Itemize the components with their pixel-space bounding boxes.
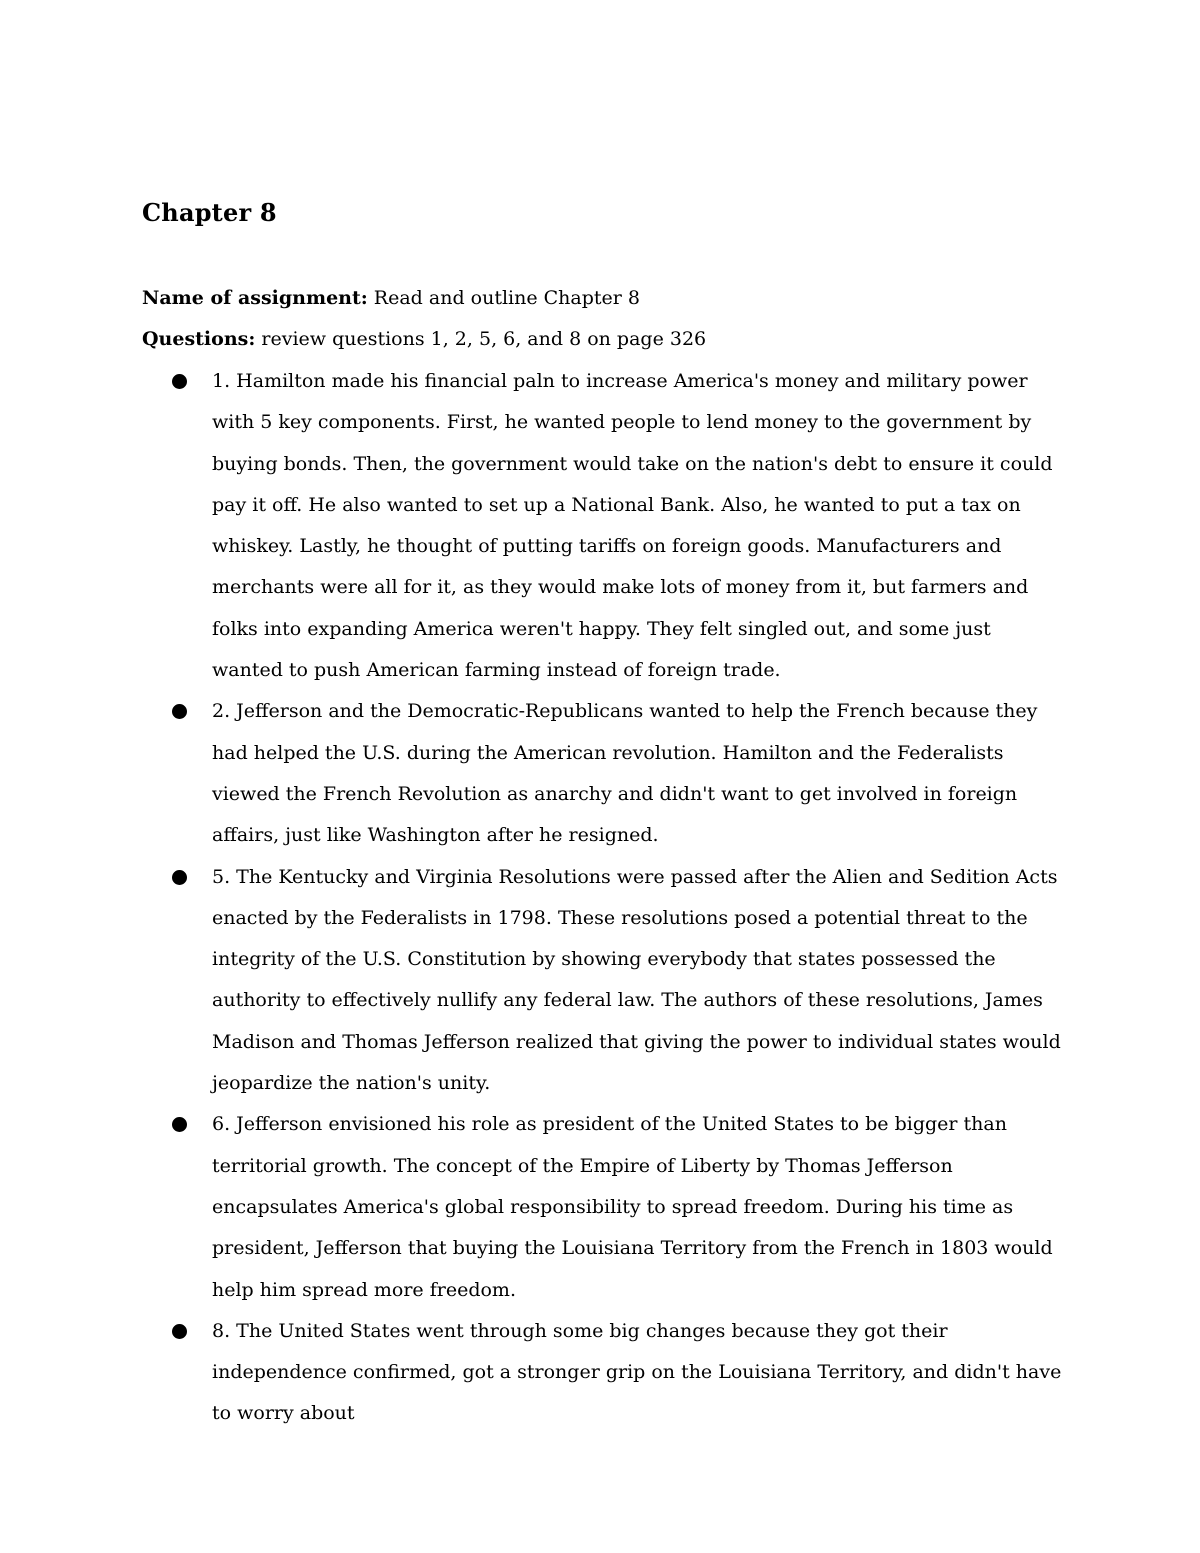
bullet-icon	[172, 1324, 187, 1339]
answer-item-2	[212, 691, 1064, 856]
answer-item-1	[212, 361, 1064, 691]
questions-label: Questions:	[142, 328, 256, 350]
answer-item-8	[212, 1311, 1064, 1435]
bullet-icon	[172, 1117, 187, 1132]
answer-text: 8. The United States went through some big changes because they got their independence confirmed, got a stronger grip on the Louisiana Territory, and didn't have to worry about	[212, 1319, 1062, 1425]
assignment-label: Name of assignment:	[142, 287, 368, 309]
assignment-value: Read and outline Chapter 8	[367, 287, 640, 309]
answer-text: 2. Jefferson and the Democratic-Republicans wanted to help the French because they had helped the U.S. during the American revolution. Hamilton and the Federalists viewed the French Revolution as anarchy and didn't want to get involved in foreign affairs, just like Washington after he resigned.	[212, 700, 1038, 847]
bullet-icon	[172, 704, 187, 719]
bullet-icon	[172, 374, 187, 389]
assignment-line	[142, 278, 640, 319]
answer-text: 1. Hamilton made his financial paln to increase America's money and military power with 5 key components. First, he wanted people to lend money to the government by buying bonds. Then, the government would take on the nation's debt to ensure it could pay it off. He also wanted to set up a National Bank. Also, he wanted to put a tax on whiskey. Lastly, he thought of putting tariffs on foreign goods. Manufacturers and merchants were all for it, as they would make lots of money from it, but farmers and folks into expanding America weren't happy. They felt singled out, and some just wanted to push American farming instead of foreign trade.	[212, 370, 1053, 682]
answer-list	[212, 361, 1064, 1435]
answer-item-5	[212, 857, 1064, 1105]
questions-value: review questions 1, 2, 5, 6, and 8 on page 326	[255, 328, 707, 350]
page-title: Chapter 8	[142, 198, 277, 227]
answer-text: 6. Jefferson envisioned his role as president of the United States to be bigger than territorial growth. The concept of the Empire of Liberty by Thomas Jefferson encapsulates America's global responsibility to spread freedom. During his time as president, Jefferson that buying the Louisiana Territory from the French in 1803 would help him spread more freedom.	[212, 1113, 1053, 1301]
bullet-icon	[172, 870, 187, 885]
questions-line	[142, 319, 706, 360]
answer-text: 5. The Kentucky and Virginia Resolutions were passed after the Alien and Sedition Acts enacted by the Federalists in 1798. These resolutions posed a potential threat to the integrity of the U.S. Constitution by showing everybody that states possessed the authority to effectively nullify any federal law. The authors of these resolutions, James Madison and Thomas Jefferson realized that giving the power to individual states would jeopardize the nation's unity.	[212, 865, 1061, 1095]
answer-item-6	[212, 1104, 1064, 1310]
